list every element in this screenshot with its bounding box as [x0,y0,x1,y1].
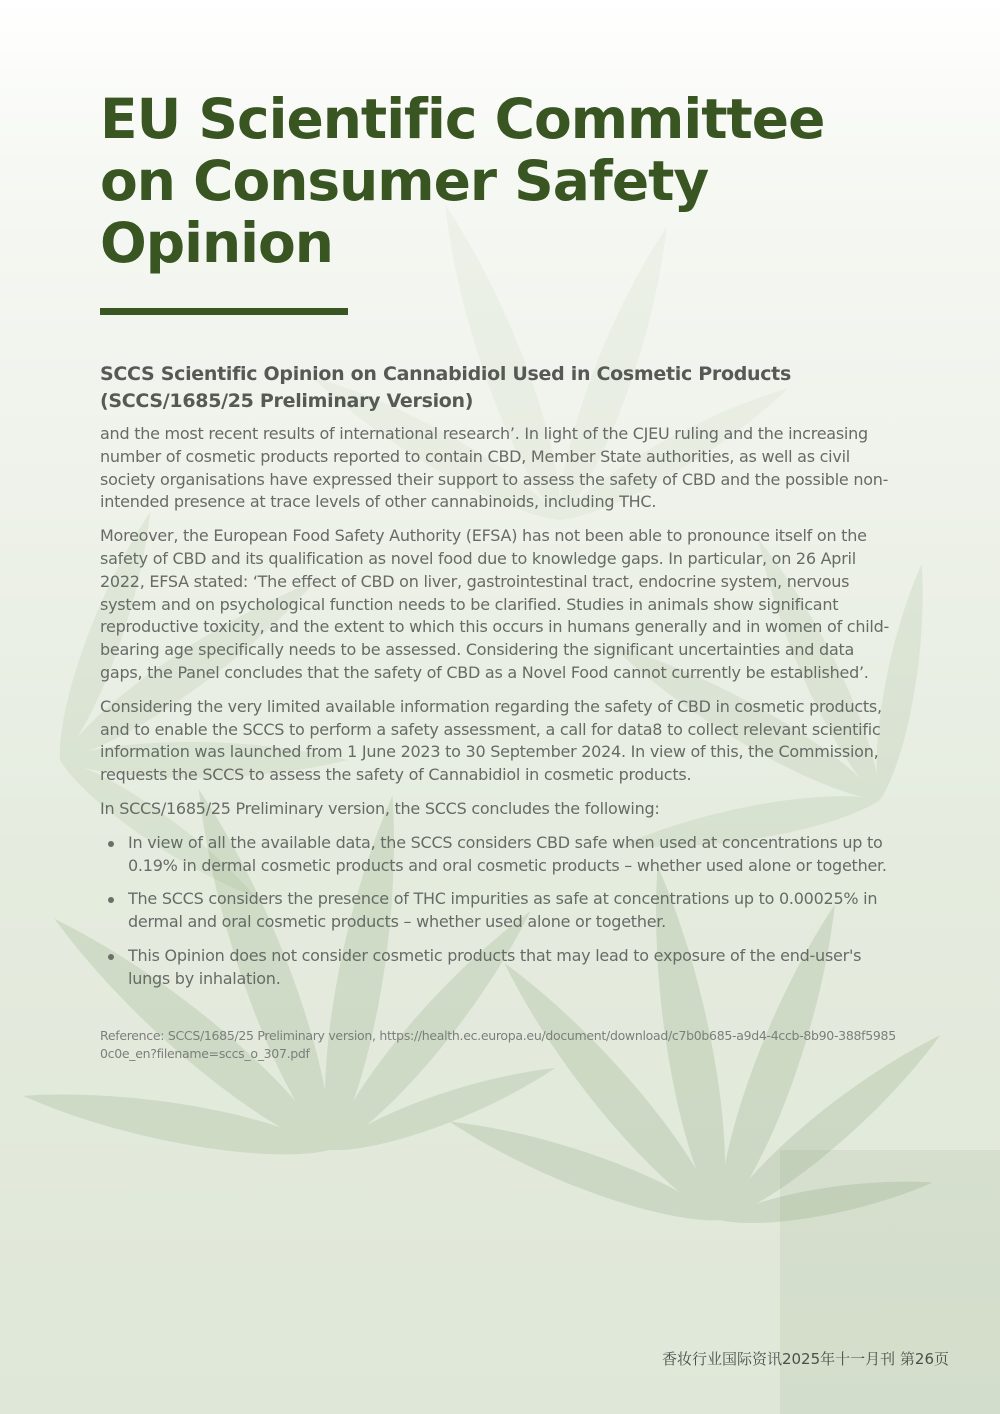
list-item-text: The SCCS considers the presence of THC impurities as safe at concentrations up to 0.00025% in dermal and oral cosmetic products – whether used alone or together. [128,889,878,932]
list-item-text: This Opinion does not consider cosmetic products that may lead to exposure of the end-user's lungs by inhalation. [128,945,862,988]
list-item-text: In view of all the available data, the SCCS considers CBD safe when used at concentrations up to 0.19% in dermal cosmetic products and oral cosmetic products – whether used alone or together. [128,832,887,875]
body-paragraph: Moreover, the European Food Safety Authority (EFSA) has not been able to pronounce itself on the safety of CBD and its qualification as novel food due to knowledge gaps. In particular, on 26 April 2022, EFSA stated: ‘The effect of CBD on liver, gastrointestinal tract, endocrine system, nervous system and on psychological function needs to be clarified. Studies in animals show significant reproductive toxicity, and the extent to which this occurs in humans generally and in women of child‐bearing age specifically needs to be assessed. Considering the significant uncertainties and data gaps, the Panel concludes that the safety of CBD as a Novel Food cannot currently be established’. [100,526,890,682]
page-title: EU Scientific Committee on Consumer Safety Opinion [100,87,825,275]
list-item [100,888,900,934]
conclusions-list [100,832,900,991]
list-item [100,945,900,991]
bullet-icon [108,897,114,903]
body-paragraph: In SCCS/1685/25 Preliminary version, the SCCS concludes the following: [100,798,660,818]
body-paragraph: Considering the very limited available information regarding the safety of CBD in cosmetic products, and to enable the SCCS to perform a safety assessment, a call for data8 to collect relevant scientific information was launched from 1 June 2023 to 30 September 2024. In view of this, the Commission, requests the SCCS to assess the safety of Cannabidiol in cosmetic products. [100,696,882,785]
article [100,88,900,1063]
page-footer: 香妆行业国际资讯2025年十一月刊 第26页 [661,1350,949,1368]
reference-note: Reference: SCCS/1685/25 Preliminary version, https://health.ec.europa.eu/document/download/c7b0b685-a9d4-4ccb-8b90-388f59850c0e_en?filename=sccs_o_307.pdf [100,1027,896,1061]
bullet-icon [108,841,114,847]
article-subtitle: SCCS Scientific Opinion on Cannabidiol Used in Cosmetic Products (SCCS/1685/25 Preliminary Version) [100,363,791,412]
list-item [100,832,900,878]
body-paragraph: and the most recent results of international research’. In light of the CJEU ruling and the increasing number of cosmetic products reported to contain CBD, Member State authorities, as well as civil society organisations have expressed their support to assess the safety of CBD and the possible non-intended presence at trace levels of other cannabinoids, including THC. [100,424,889,512]
title-underline [100,308,348,315]
bullet-icon [108,954,114,960]
